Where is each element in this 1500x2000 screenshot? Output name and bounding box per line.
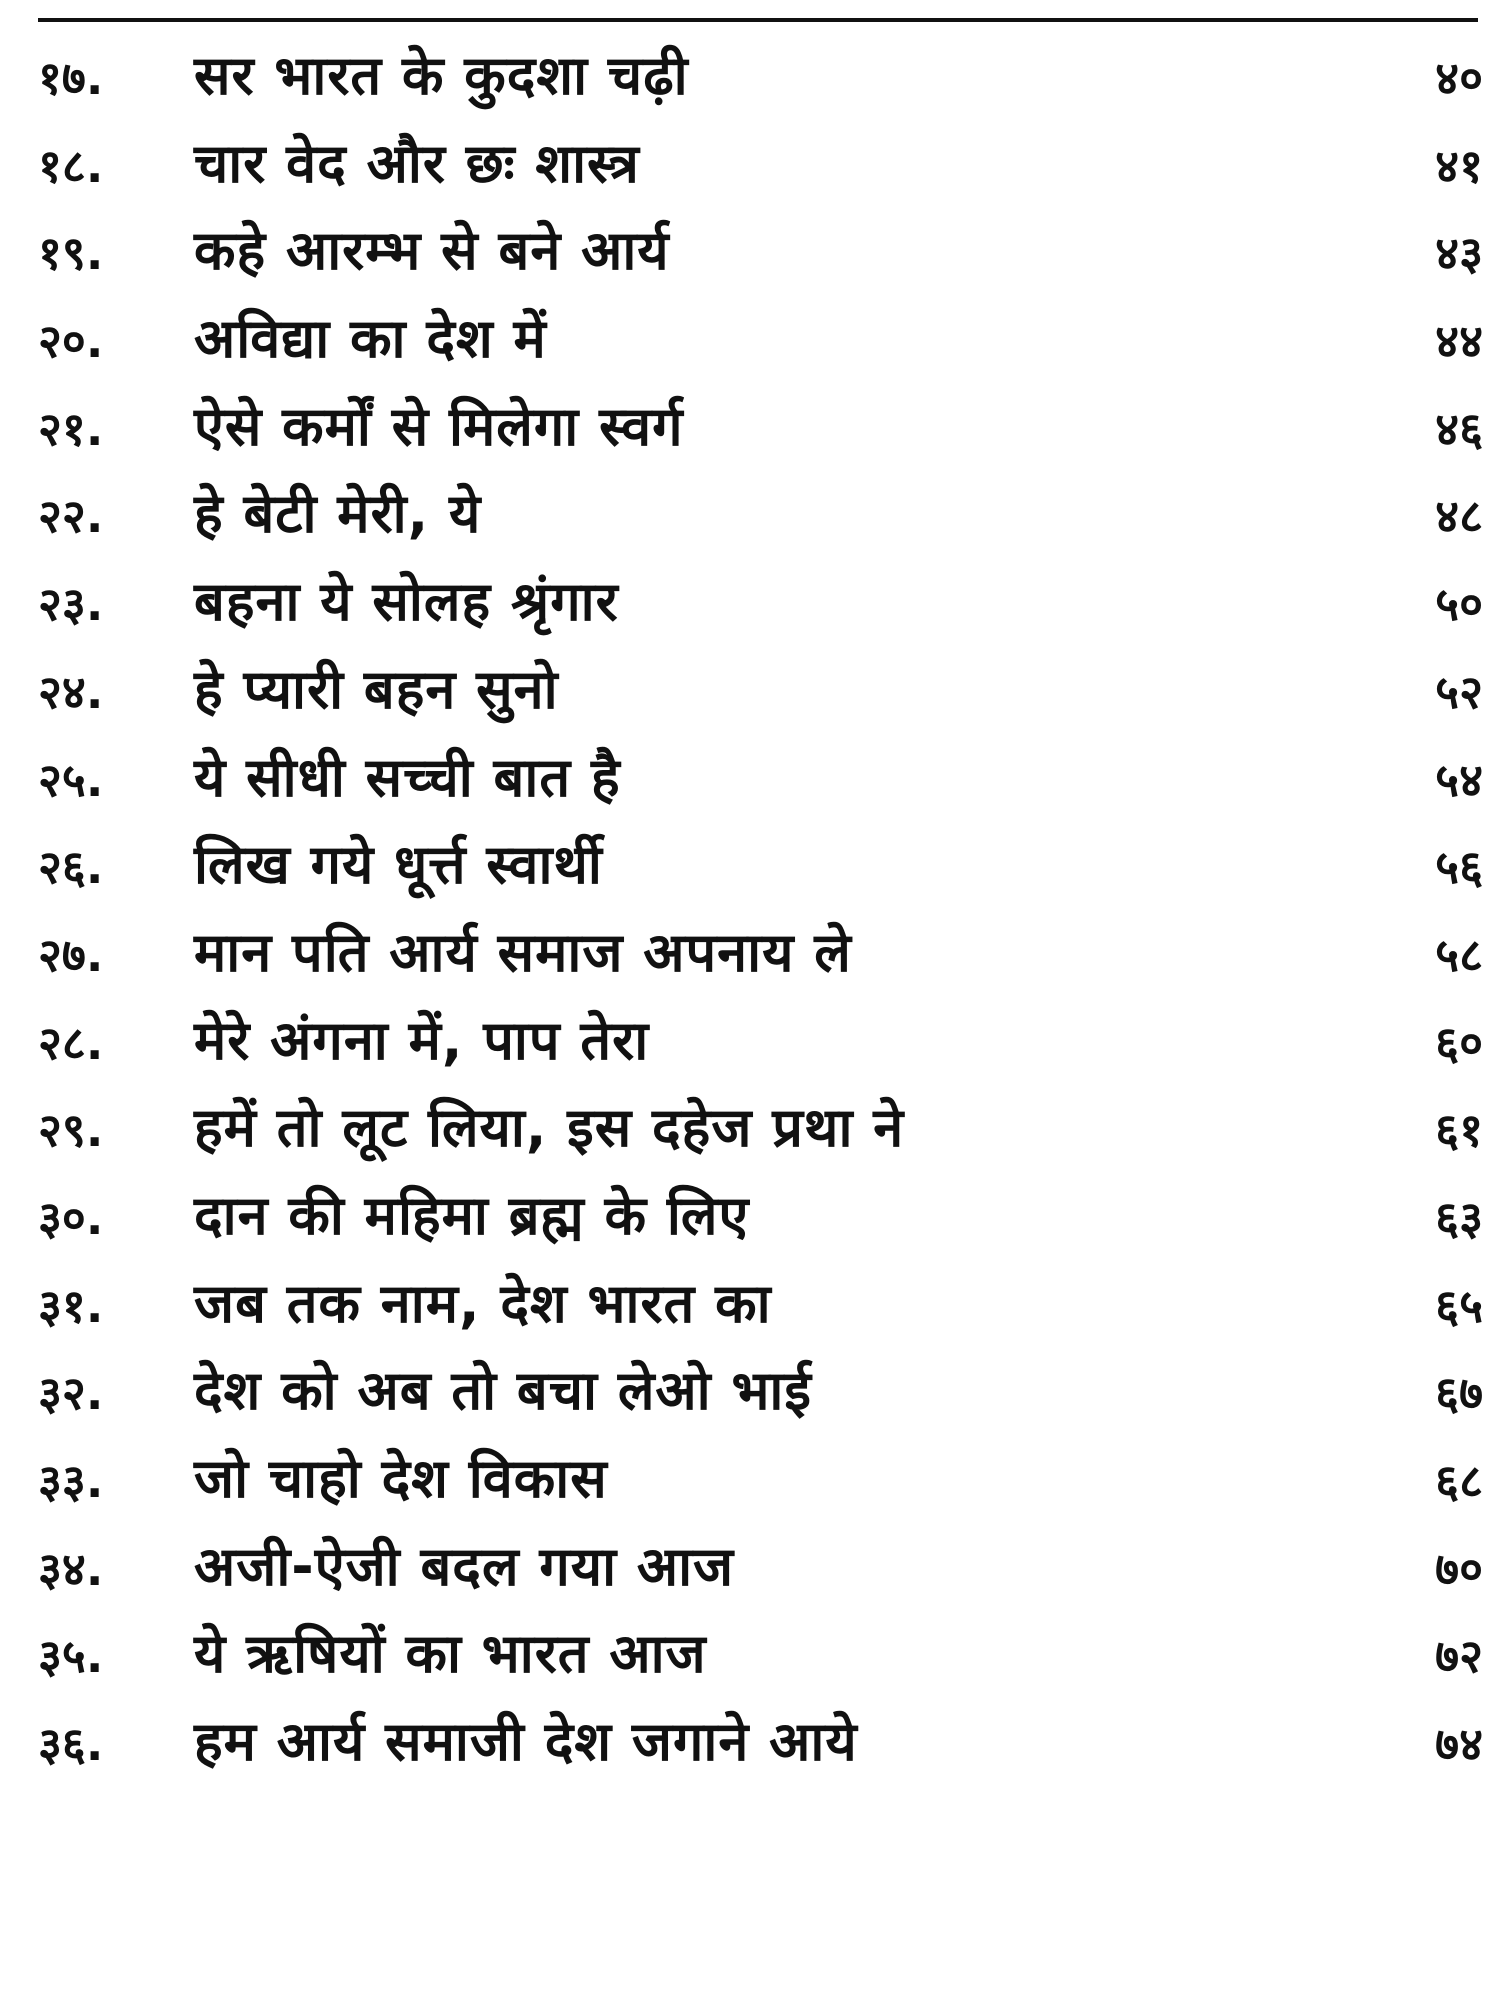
toc-entry	[38, 389, 1483, 477]
entry-title: देश को अब तो बचा लेओ भाई	[194, 1359, 812, 1423]
entry-page-number: ५८	[1435, 927, 1483, 982]
entry-page-number: ६५	[1435, 1278, 1483, 1333]
entry-page-number: ४०	[1435, 51, 1483, 105]
toc-entry	[38, 38, 1483, 126]
entry-title: बहना ये सोलह श्रृंगार	[194, 570, 619, 634]
entry-title: चार वेद और छः शास्त्र	[194, 131, 640, 195]
toc-entry	[38, 476, 1483, 564]
toc-entry	[38, 652, 1483, 740]
header-rule	[38, 18, 1478, 22]
entry-page-number: ४६	[1435, 401, 1483, 456]
entry-title: मान पति आर्य समाज अपनाय ले	[194, 920, 852, 984]
entry-title: ये ऋषियों का भारत आज	[194, 1622, 707, 1686]
entry-number: २०.	[38, 314, 104, 369]
entry-number: ३३.	[38, 1454, 104, 1508]
toc-entry	[38, 301, 1483, 389]
entry-number: २३.	[38, 577, 104, 632]
entry-number: ३५.	[38, 1629, 104, 1684]
entry-page-number: ७०	[1435, 1541, 1483, 1596]
entry-title: जो चाहो देश विकास	[194, 1447, 608, 1510]
toc-entry	[38, 1704, 1483, 1792]
table-of-contents	[38, 38, 1483, 1792]
toc-entry	[38, 1616, 1483, 1704]
entry-number: २१.	[38, 401, 104, 456]
toc-entry	[38, 1178, 1483, 1266]
toc-entry	[38, 564, 1483, 652]
toc-entry	[38, 1003, 1483, 1091]
entry-page-number: ५६	[1435, 840, 1483, 895]
entry-number: २७.	[38, 927, 104, 982]
entry-page-number: ४१	[1435, 138, 1483, 193]
entry-page-number: ७४	[1435, 1717, 1483, 1772]
entry-page-number: ५४	[1435, 752, 1483, 807]
entry-page-number: ५०	[1435, 577, 1483, 632]
toc-entry	[38, 1266, 1483, 1354]
entry-title: ऐसे कर्मों से मिलेगा स्वर्ग	[194, 394, 684, 458]
entry-page-number: ५२	[1435, 664, 1483, 719]
entry-page-number: ६७	[1435, 1366, 1483, 1421]
entry-number: ३१.	[38, 1278, 104, 1333]
entry-page-number: ६०	[1435, 1015, 1483, 1070]
entry-number: २९.	[38, 1103, 104, 1158]
toc-entry	[38, 1353, 1483, 1441]
entry-page-number: ४३	[1435, 226, 1483, 281]
entry-page-number: ४४	[1435, 314, 1483, 369]
entry-number: १९.	[38, 226, 104, 281]
entry-title: मेरे अंगना में, पाप तेरा	[194, 1008, 650, 1072]
entry-number: २५.	[38, 752, 104, 807]
entry-page-number: ६३	[1435, 1190, 1483, 1245]
entry-number: २४.	[38, 664, 104, 719]
toc-entry	[38, 1529, 1483, 1617]
toc-entry	[38, 915, 1483, 1003]
entry-page-number: ७२	[1435, 1629, 1483, 1684]
toc-entry	[38, 126, 1483, 214]
entry-title: लिख गये धूर्त्त स्वार्थी	[194, 833, 603, 897]
toc-entry	[38, 1090, 1483, 1178]
toc-entry	[38, 213, 1483, 301]
toc-entry	[38, 827, 1483, 915]
entry-title: अजी-ऐजी बदल गया आज	[194, 1534, 735, 1598]
entry-title: हम आर्य समाजी देश जगाने आये	[194, 1710, 858, 1774]
entry-number: २२.	[38, 489, 104, 544]
entry-page-number: ४८	[1435, 489, 1483, 544]
entry-title: हे बेटी मेरी, ये	[194, 482, 482, 546]
entry-number: ३६.	[38, 1717, 104, 1772]
entry-number: १७.	[38, 51, 104, 105]
entry-number: २८.	[38, 1015, 104, 1070]
toc-entry	[38, 1441, 1483, 1529]
entry-number: १८.	[38, 138, 104, 193]
entry-title: सर भारत के कुदशा चढ़ी	[194, 44, 689, 107]
entry-title: हे प्यारी बहन सुनो	[194, 657, 559, 721]
entry-title: हमें तो लूट लिया, इस दहेज प्रथा ने	[194, 1096, 905, 1160]
entry-title: अविद्या का देश में	[194, 307, 547, 371]
entry-number: ३०.	[38, 1190, 104, 1245]
entry-title: जब तक नाम, देश भारत का	[194, 1271, 772, 1335]
entry-number: ३२.	[38, 1366, 104, 1421]
entry-title: ये सीधी सच्ची बात है	[194, 745, 621, 809]
entry-page-number: ६८	[1435, 1454, 1483, 1508]
entry-number: ३४.	[38, 1541, 104, 1596]
entry-number: २६.	[38, 840, 104, 895]
entry-title: कहे आरम्भ से बने आर्य	[194, 219, 670, 283]
toc-entry	[38, 740, 1483, 828]
entry-title: दान की महिमा ब्रह्म के लिए	[194, 1183, 750, 1247]
entry-page-number: ६१	[1435, 1103, 1483, 1158]
